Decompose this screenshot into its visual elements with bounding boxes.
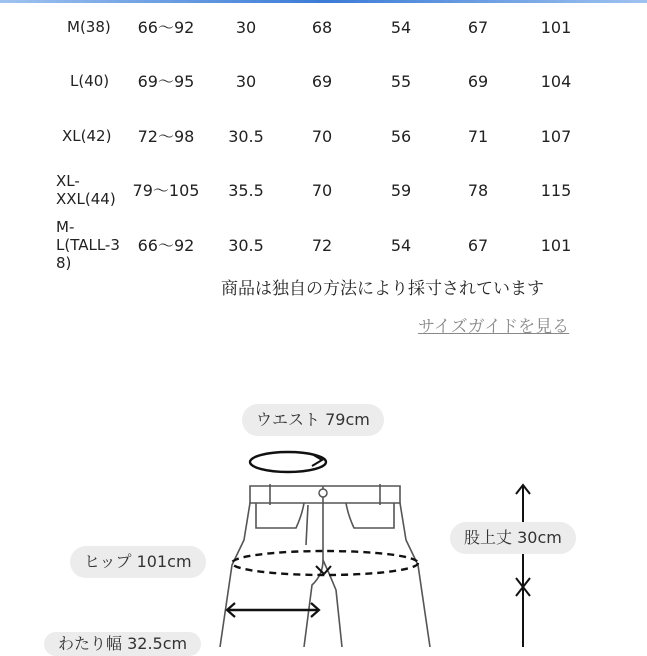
table-cell: 66〜92 bbox=[137, 236, 195, 255]
size-label: XL(42) bbox=[62, 127, 112, 145]
size-label: M(38) bbox=[67, 18, 111, 36]
waist-label: ウエスト 79cm bbox=[242, 404, 384, 436]
size-guide-link[interactable]: サイズガイドを見る bbox=[418, 317, 570, 337]
table-cell: 54 bbox=[390, 236, 412, 255]
table-cell: 79〜105 bbox=[132, 181, 200, 200]
table-cell: 30 bbox=[235, 72, 257, 91]
table-cell: 30 bbox=[235, 18, 257, 37]
table-cell: 55 bbox=[390, 72, 412, 91]
button bbox=[319, 489, 327, 497]
thigh-label: わたり幅 32.5cm bbox=[44, 632, 201, 656]
pocket-left bbox=[256, 503, 304, 528]
size-label: XL- XXL(44) bbox=[56, 172, 116, 208]
hip-label: ヒップ 101cm bbox=[70, 546, 206, 578]
pants-left-leg bbox=[220, 503, 250, 647]
pants-right-leg bbox=[400, 503, 430, 647]
table-cell: 66〜92 bbox=[137, 18, 195, 37]
table-cell: 56 bbox=[390, 127, 412, 146]
table-cell: 101 bbox=[540, 18, 572, 37]
table-cell: 59 bbox=[390, 181, 412, 200]
table-cell: 69 bbox=[311, 72, 333, 91]
rise-label: 股上丈 30cm bbox=[450, 522, 576, 554]
size-label: L(40) bbox=[70, 72, 110, 90]
table-cell: 104 bbox=[540, 72, 572, 91]
measurement-note: 商品は独自の方法により採寸されています bbox=[221, 279, 544, 299]
table-cell: 101 bbox=[540, 236, 572, 255]
table-cell: 69〜95 bbox=[137, 72, 195, 91]
size-label: M- L(TALL-3 8) bbox=[56, 218, 120, 272]
table-cell: 115 bbox=[540, 181, 572, 200]
table-cell: 69 bbox=[467, 72, 489, 91]
table-cell: 67 bbox=[467, 236, 489, 255]
pocket-right bbox=[346, 503, 394, 528]
table-cell: 30.5 bbox=[228, 127, 264, 146]
table-cell: 70 bbox=[311, 181, 333, 200]
table-cell: 68 bbox=[311, 18, 333, 37]
table-cell: 78 bbox=[467, 181, 489, 200]
table-cell: 72〜98 bbox=[137, 127, 195, 146]
table-cell: 35.5 bbox=[228, 181, 264, 200]
table-cell: 67 bbox=[467, 18, 489, 37]
table-cell: 107 bbox=[540, 127, 572, 146]
table-cell: 70 bbox=[311, 127, 333, 146]
table-cell: 71 bbox=[467, 127, 489, 146]
table-cell: 54 bbox=[390, 18, 412, 37]
table-cell: 72 bbox=[311, 236, 333, 255]
table-cell: 30.5 bbox=[228, 236, 264, 255]
